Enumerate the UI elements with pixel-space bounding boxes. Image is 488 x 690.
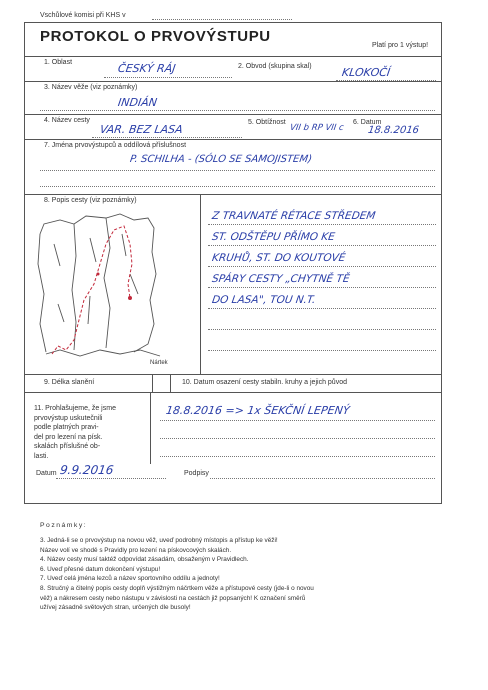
field-3-label: 3. Název věže (viz poznámky) <box>44 84 138 91</box>
field-4-label: 4. Název cesty <box>44 117 90 124</box>
note-item: užívej zásadně světových stran, určených dle busoly! <box>40 604 191 612</box>
declaration-text: 11. Prohlašujeme, že jsme prvovýstup uskutečnili podle platných pravi- del pro lezení na písk. skalách příslušné ob- lasti. <box>34 405 116 460</box>
field-2-value: KLOKOČÍ <box>341 66 392 79</box>
note-item: věž) a nákresem cesty nebo nástupu v závislosti na cestách již popsaných! K označení směrů <box>40 594 306 602</box>
route-line-3: KRUHŮ, ST. DO KOUTOVÉ <box>211 252 347 264</box>
top-note: Vschůlové komisi při KHS v <box>40 12 126 19</box>
note-item: 7. Uveď celá jména lezců a název sportovního oddílu a jednoty! <box>40 575 220 583</box>
field-9-label: 9. Délka slanění <box>44 379 95 386</box>
field-2-label: 2. Obvod (skupina skal) <box>238 63 312 70</box>
notes-heading: Poznámky: <box>40 522 88 529</box>
route-sketch <box>30 204 198 372</box>
field-6-label: 6. Datum <box>353 119 382 126</box>
field-6-value: 18.8.2016 <box>367 125 420 136</box>
top-note-line <box>152 19 292 20</box>
field-10-value: 18.8.2016 => 1x ŠEKČNÍ LEPENÝ <box>165 404 351 417</box>
field-10-label: 10. Datum osazení cesty stabiln. kruhy a jejich původ <box>182 379 347 386</box>
field-1-value: ČESKÝ RÁJ <box>117 62 177 75</box>
form-title: PROTOKOL O PRVOVÝSTUPU <box>40 28 271 45</box>
note-item: 6. Uveď přesné datum dokončení výstupu! <box>40 565 161 573</box>
field-8-label: 8. Popis cesty (viz poznámky) <box>44 197 137 204</box>
date-value: 9.9.2016 <box>59 463 115 477</box>
copies-note: Platí pro 1 výstup! <box>372 42 429 49</box>
note-item: 4. Název cesty musí taktéž odpovídat zásadám, obsaženým v Pravidlech. <box>40 556 249 564</box>
date-label: Datum <box>36 470 57 477</box>
field-1-label: 1. Oblast <box>44 59 73 66</box>
signatures-label: Podpisy <box>184 470 209 477</box>
field-4-value: VAR. BEZ LASA <box>99 123 184 136</box>
sketch-label: Nártek <box>150 360 168 366</box>
note-item: 3. Jedná-li se o prvovýstup na novou věž, uveď podrobný místopis a přístup ke věži! <box>40 537 278 544</box>
field-3-value: INDIÁN <box>117 96 158 109</box>
field-7-label: 7. Jména prvovýstupců a oddílová příslušnost <box>44 142 187 149</box>
note-item: Název volí ve shodě s Pravidly pro lezení na pískovcových skalách. <box>40 546 232 554</box>
field-7-value: P. SCHILHA - (SÓLO SE SAMOJISTEM) <box>129 154 313 165</box>
route-line-5: DO LASA", TOU N.T. <box>211 294 317 306</box>
field-5-label: 5. Obtížnost <box>248 119 286 126</box>
route-line-4: SPÁRY CESTY „CHYTNĚ TĚ <box>211 273 351 285</box>
field-5-value: VII b RP VII c <box>289 123 345 133</box>
route-line-2: ST. ODŠTĚPU PŘÍMO KE <box>211 231 336 243</box>
route-line-1: Z TRAVNATÉ RÉTACE STŘEDEM <box>211 210 377 222</box>
notes-list <box>40 536 314 613</box>
note-item: 8. Stručný a čitelný popis cesty doplň výstižným náčrtkem věže a přístupové cesty (jde-li o novou <box>40 584 314 592</box>
